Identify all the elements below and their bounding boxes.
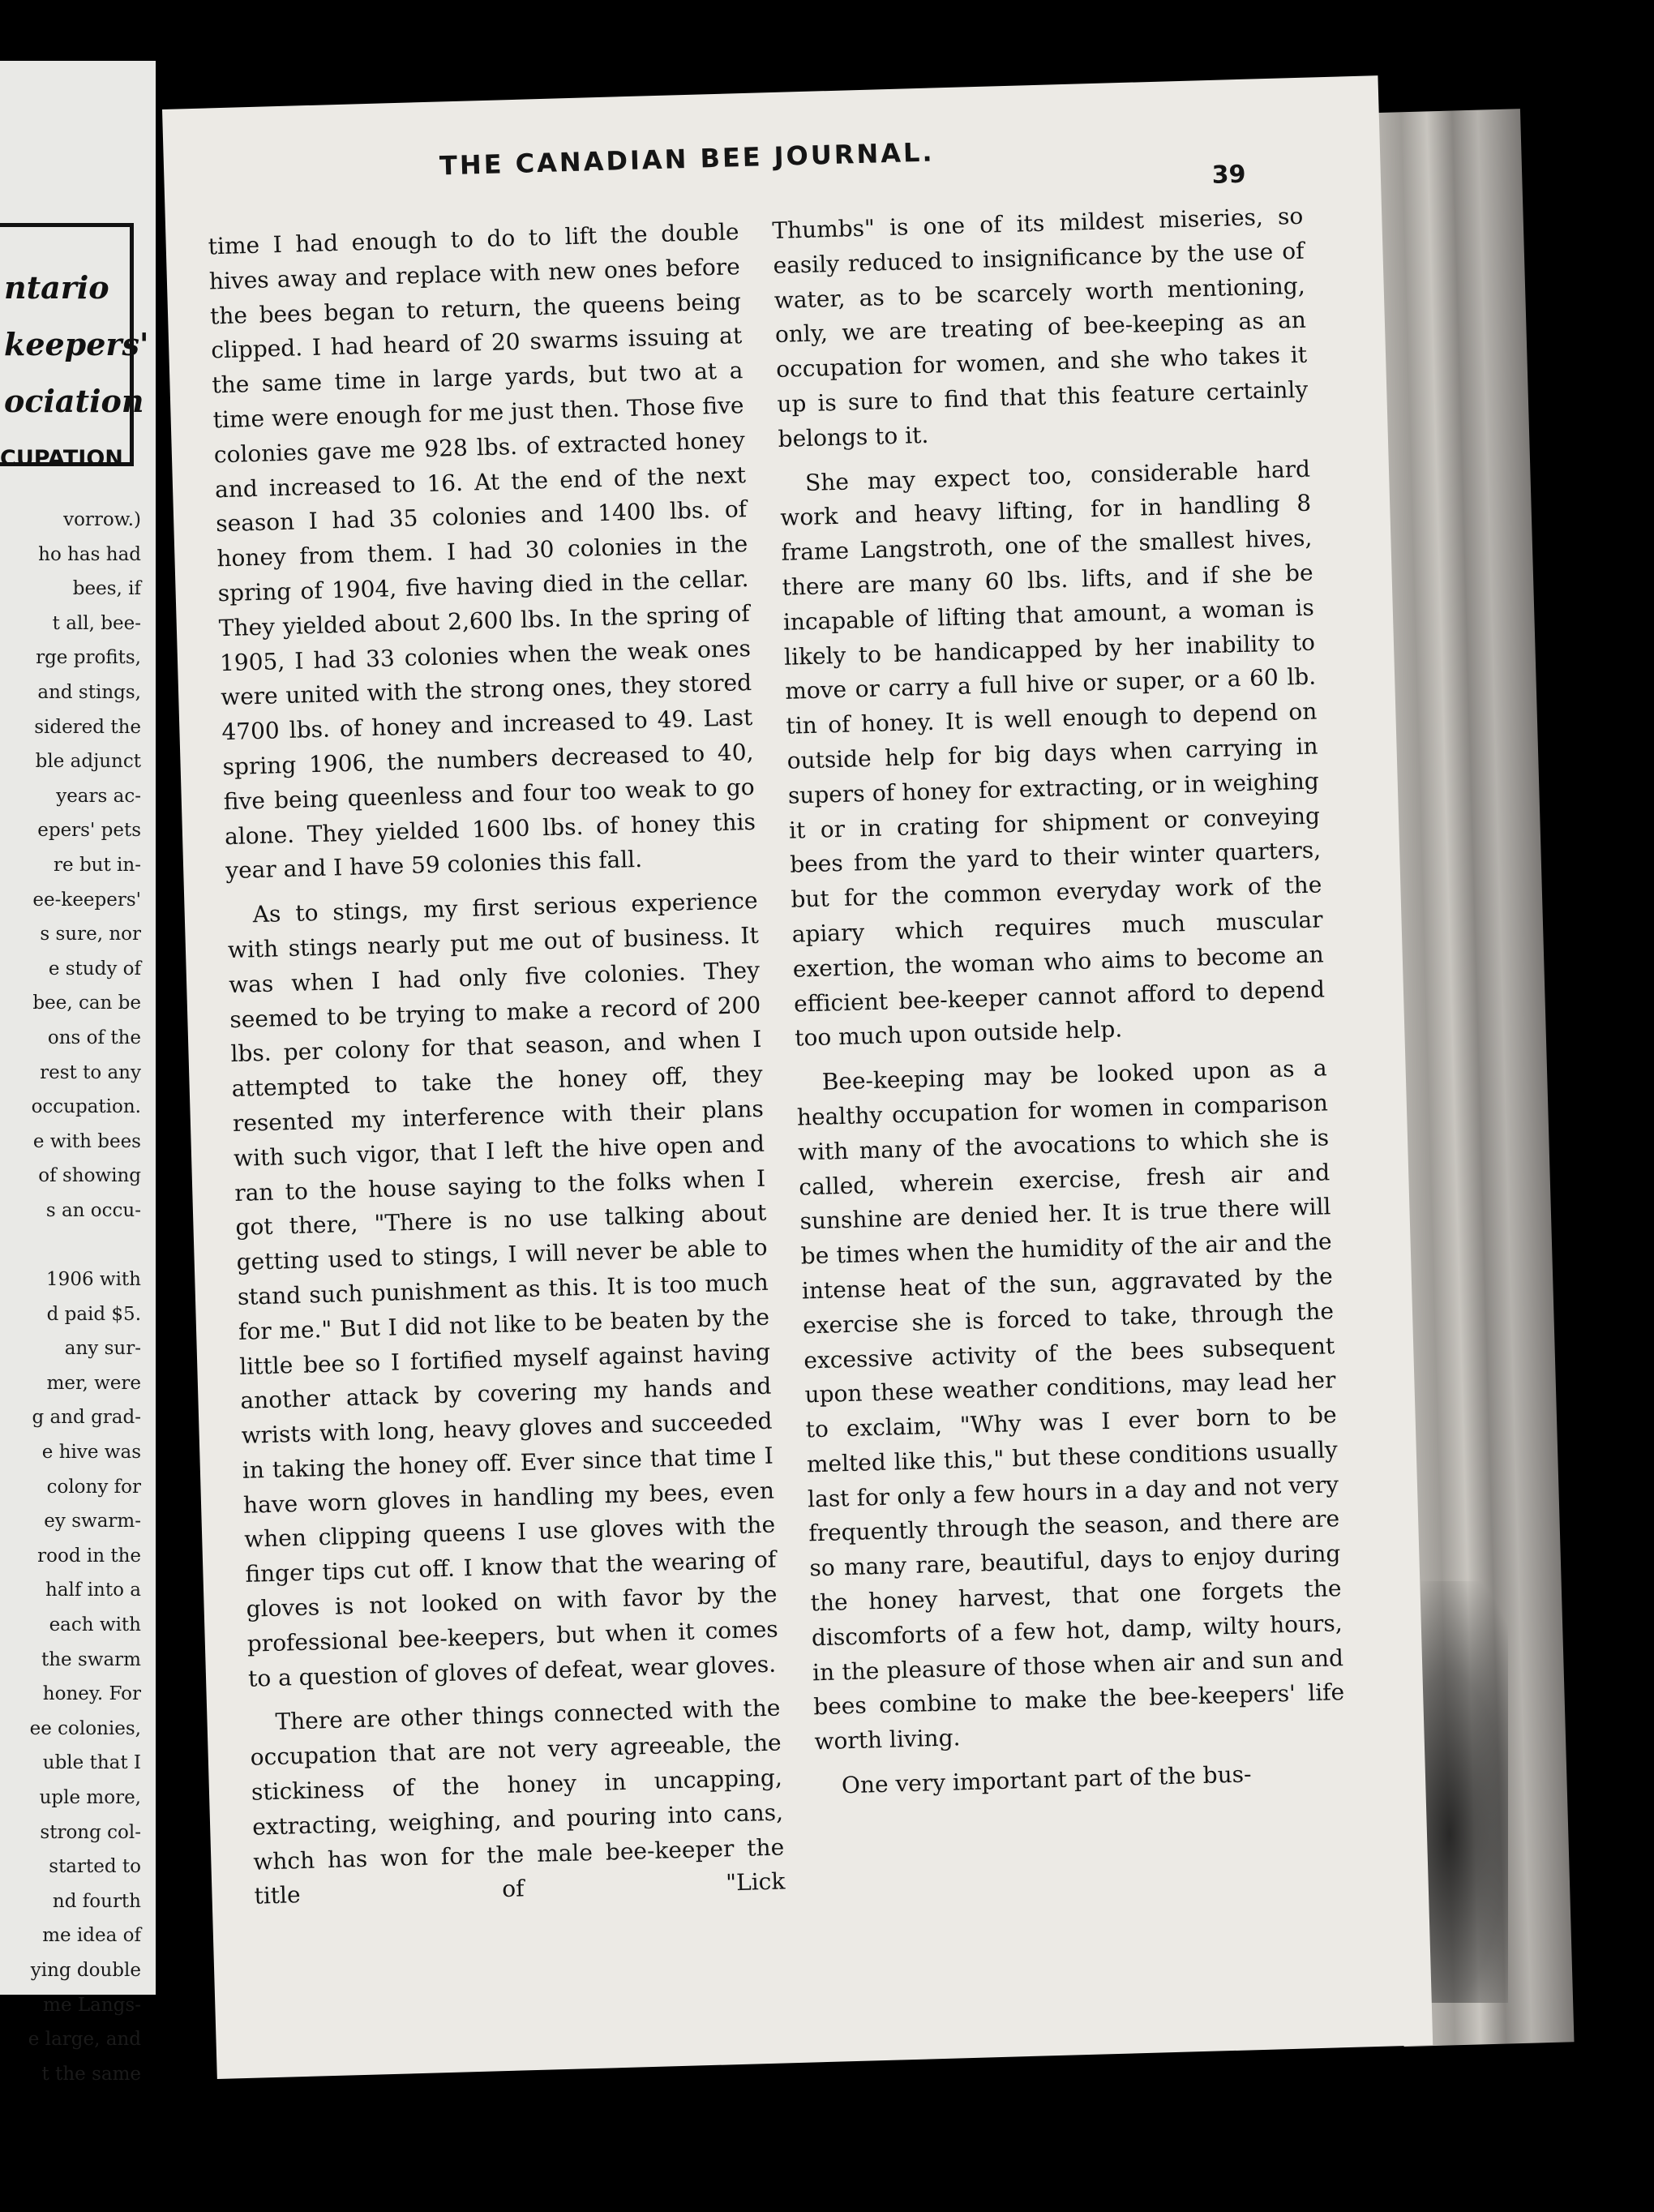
left-page-line: rood in the (37, 1545, 141, 1567)
left-page-line: ying double (30, 1959, 141, 1981)
left-page-line: sidered the (34, 716, 141, 738)
page-number: 39 (1211, 160, 1246, 190)
paragraph: Bee-keeping may be looked upon as a healthy occupation for women in comparison with many of the avocations to which she is called, wherein exercise, fresh air and sunshine are denied her. It is true there will be times when the humidity of the air and the intense heat of the sun, aggravated by the exercise she is forced to take, through the excessive activity of the bees subsequent upon these weather conditions, may lead her to exclaim, "Why was I ever born to be melted like this," but these conditions usually last for only a few hours in a day and not very frequently through the season, and there are so many rare, beautiful, days to enjoy during the honey harvest, that one forgets the discomforts of a few hot, damp, wilty hours, in the pleasure of those when air and sun and bees combine to make the bee-keepers' life worth living. (796, 1054, 1345, 1755)
left-page-line: e hive was (41, 1442, 141, 1464)
left-page-line: the swarm (41, 1648, 141, 1670)
journal-page (162, 75, 1433, 2079)
left-page-line: g and grad- (32, 1407, 141, 1429)
left-page-line: of showing (38, 1165, 141, 1187)
box-line: ociation (4, 383, 144, 419)
paragraph: One very important part of the bus- (841, 1760, 1252, 1799)
text-column-right (772, 199, 1348, 1804)
left-page-line: and stings, (37, 681, 141, 703)
left-page-line: rest to any (40, 1061, 141, 1083)
left-page-line: ey swarm- (44, 1511, 141, 1533)
box-line: ntario (4, 269, 109, 306)
left-page-line: strong col- (40, 1821, 141, 1843)
left-page-line: ons of the (47, 1027, 141, 1048)
left-page-line: t the same (41, 2063, 141, 2085)
left-page-line (0, 1228, 141, 1262)
left-page-line: t all, bee- (52, 612, 141, 634)
left-page-line: d paid $5. (46, 1303, 141, 1325)
left-page-line: me Langs- (43, 1994, 141, 2016)
left-page-line: ee-keepers' (32, 889, 141, 911)
facing-left-page (0, 61, 156, 2085)
left-page-line: s sure, nor (40, 924, 141, 945)
left-page-line: each with (49, 1614, 141, 1635)
left-page-line: rge profits, (36, 647, 141, 669)
left-page-line: mer, were (46, 1372, 141, 1394)
box-line: keepers' (4, 326, 149, 362)
left-page-line: years ac- (56, 785, 141, 807)
left-page-line: bees, if (72, 578, 141, 600)
left-page-line: e with bees (32, 1130, 141, 1152)
left-page-line: any sur- (64, 1338, 141, 1360)
left-page-line: started to (49, 1856, 141, 1878)
left-page-line: ee colonies, (29, 1717, 141, 1739)
left-page-line: bee, can be (32, 992, 141, 1014)
left-page-line: epers' pets (37, 820, 141, 842)
left-page-line: re but in- (54, 854, 141, 876)
association-title-box (0, 223, 149, 466)
left-page-text (0, 503, 141, 2091)
left-page-line: nd fourth (52, 1890, 141, 1912)
left-page-line: occupation. (31, 1096, 141, 1118)
left-page-line: s an occu- (45, 1199, 141, 1221)
left-page-line: uple more, (39, 1786, 141, 1808)
paragraph: Thumbs" is one of its mildest miseries, so easily reduced to insignificance by the use of water, as to be scarcely worth mentioning, only, we are treating of bee-keeping as an occupation for women, and she who takes it up is sure to find that this feature certainly belongs to it. (772, 202, 1309, 452)
paragraph: As to stings, my first serious experience with stings nearly put me out of business. It was when I had only five colonies. They seemed to be trying to make a record of 200 lbs. per colony for that season, and when I attempted to take the honey off, they resented my interference with their plans with such vigor, that I left the hive open and ran to the house saying to the folks when I got there, "There is no use talking about getting used to stings, I will never be able to stand such punishment as this. It is too much for me." But I did not like to be beaten by the little bee so I fortified myself against having another attack by covering my hands and wrists with long, heavy gloves and succeeded in taking the honey off. Ever since that time I have worn gloves in handling my bees, even when clipping queens I use gloves with the finger tips cut off. I know that the wearing of gloves is not looked on with favor by the professional bee-keepers, but when it comes to a question of gloves of defeat, wear gloves. (227, 887, 779, 1692)
left-page-line: ho has had (38, 543, 141, 565)
paragraph: She may expect too, considerable hard work and heavy lifting, for in handling 8 frame Langstroth, one of the smallest hives, there are many 60 lbs. lifts, and if she be incapable of lifting that amount, a woman is likely to be handicapped by her inability to move or carry a full hive or super, or a 60 lb. tin of honey. It is well enough to depend on outside help for big days when carrying in supers of honey for extracting, or in weighing it or in crating for shipment or conveying bees from the yard to their winter quarters, but for the common everyday work of the apiary which requires much muscular exertion, the woman who aims to become an efficient bee-keeper cannot afford to depend too much upon outside help. (779, 455, 1326, 1052)
left-page-line: half into a (45, 1580, 141, 1601)
left-page-line: vorrow.) (63, 509, 141, 530)
left-page-line: uble that I (42, 1752, 141, 1774)
left-page-heading: CUPATION (0, 446, 123, 471)
paragraph: time I had enough to do to lift the double hives away and replace with new ones before the bees began to return, the queens being clipped. I had heard of 20 swarms issuing at the same time in large yards, but two at a time were enough for me just then. Those five colonies gave me 928 lbs. of extracted honey and increased to 16. At the end of the next season I had 35 colonies and 1400 lbs. of honey from them. I had 30 colonies in the spring of 1904, five having died in the cellar. They yielded about 2,600 lbs. In the spring of 1905, I had 33 colonies when the weak ones were united with the strong ones, they stored 4700 lbs. of honey and increased to 49. Last spring 1906, the numbers decreased to 40, five being queenless and four too weak to go alone. They yielded 1600 lbs. of honey this year and I have 59 colonies this fall. (208, 218, 756, 885)
left-page-line: ble adjunct (35, 751, 141, 773)
left-page-line: honey. For (42, 1683, 141, 1705)
left-page-line: e study of (48, 958, 141, 980)
left-page-line: 1906 with (46, 1269, 141, 1291)
text-column-left (208, 215, 786, 1914)
left-page-line: me idea of (42, 1925, 141, 1947)
left-page-line: e large, and (28, 2029, 141, 2051)
paragraph: There are other things connected with the occupation that are not very agreeable, the stickiness of the honey in uncapping, extracting, weighing, and pouring into cans, whch has won for the male bee-keeper the title of "Lick (250, 1694, 786, 1910)
left-page-line: colony for (46, 1476, 141, 1498)
running-head: THE CANADIAN BEE JOURNAL. (439, 136, 936, 182)
